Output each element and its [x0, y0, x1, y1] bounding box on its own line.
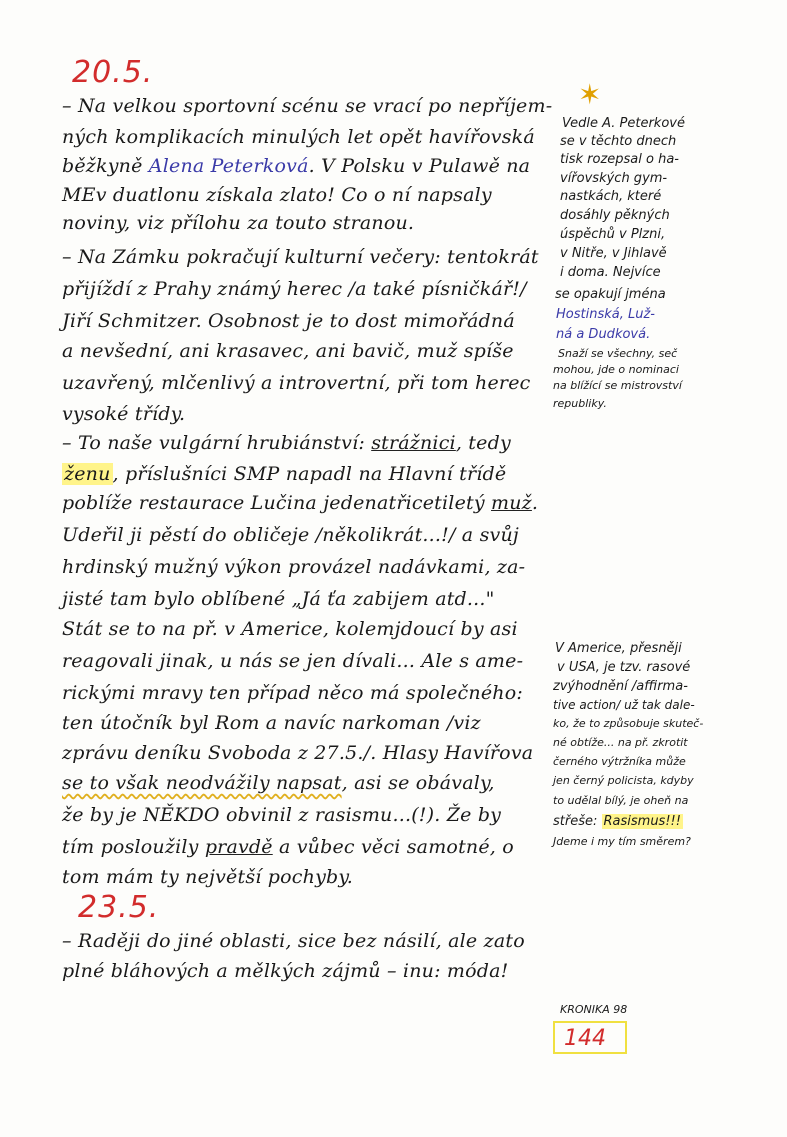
main-line: noviny, viz přílohu za touto stranou. — [62, 212, 415, 234]
main-line: Stát se to na př. v Americe, kolemjdoucí by asi — [62, 618, 518, 640]
main-line: a nevšední, ani krasavec, ani bavič, muž spíše — [62, 340, 514, 362]
side-line: úspěchů v Plzni, — [560, 227, 666, 242]
chronicle-label: KRONIKA 98 — [560, 1003, 628, 1016]
side-line: tive action/ už tak dale- — [553, 698, 695, 712]
side-line: se opakují jména — [555, 287, 666, 302]
main-line — [62, 494, 538, 513]
main-line: rickými mravy ten případ něco má společného: — [62, 682, 523, 704]
side-line: nastkách, které — [560, 189, 662, 204]
text-fragment: tím posloužily — [62, 836, 205, 858]
main-line: jisté tam bylo oblíbené „Já ťa zabijem atd..." — [62, 588, 495, 610]
main-line — [62, 157, 530, 176]
side-line: né obtíže... na př. zkrotit — [553, 736, 688, 749]
text-fragment: střeše: — [553, 814, 602, 829]
underlined-word: pravdě — [204, 836, 273, 858]
underlined-word: strážnici — [371, 432, 456, 454]
text-fragment: , tedy — [455, 432, 511, 454]
side-line: i doma. Nejvíce — [560, 265, 661, 280]
athlete-name: Alena Peterková — [148, 155, 309, 177]
date-heading-second: 23.5. — [78, 890, 160, 925]
underlined-word: muž — [491, 492, 532, 514]
side-line: ná a Dudková. — [556, 327, 651, 342]
page-number: 144 — [564, 1026, 606, 1051]
main-line: – Na velkou sportovní scénu se vrací po nepříjem- — [62, 95, 553, 117]
main-line — [62, 434, 511, 453]
text-fragment: , příslušníci SMP napadl na Hlavní třídě — [112, 463, 507, 485]
main-line: plné bláhových a mělkých zájmů – inu: móda! — [62, 960, 509, 982]
main-line: ten útočník byl Rom a navíc narkoman /viz — [62, 712, 481, 734]
side-line: to udělal bílý, je oheň na — [553, 794, 689, 807]
side-line — [553, 815, 683, 828]
text-fragment: , asi se obávaly, — [341, 772, 495, 794]
main-line: přijíždí z Prahy známý herec /a také písničkář!/ — [62, 278, 527, 300]
main-line: MEv duatlonu získala zlato! Co o ní napsaly — [62, 184, 492, 206]
text-fragment: běžkyně — [62, 155, 149, 177]
underlined-phrase: se to však neodvážily napsat — [62, 772, 342, 794]
date-heading-first: 20.5. — [72, 55, 154, 90]
main-line: uzavřený, mlčenlivý a introvertní, při tom herec — [62, 372, 531, 394]
main-line: hrdinský mužný výkon provázel nadávkami, za- — [62, 556, 526, 578]
side-line: černého výtržníka může — [553, 755, 686, 768]
side-line: mohou, jde o nominaci — [553, 363, 679, 376]
side-line: Snaží se všechny, seč — [558, 347, 678, 360]
side-line: se v těchto dnech — [560, 134, 677, 149]
side-line: Vedle A. Peterkové — [562, 116, 685, 131]
main-line: reagovali jinak, u nás se jen dívali... Ale s ame- — [62, 650, 524, 672]
side-line: republiky. — [553, 397, 607, 410]
side-line: tisk rozepsal o ha- — [560, 152, 679, 167]
main-line: ných komplikacích minulých let opět havířovská — [62, 126, 535, 148]
side-line: V Americe, přesněji — [555, 641, 682, 656]
asterisk-star-icon: ✶ — [578, 78, 602, 111]
side-line: v USA, je tzv. rasové — [557, 660, 691, 675]
main-line: zprávu deníku Svoboda z 27.5./. Hlasy Havířova — [62, 742, 534, 764]
main-line — [62, 465, 506, 484]
text-fragment: . — [531, 492, 539, 514]
main-line: tom mám ty největší pochyby. — [62, 866, 354, 888]
side-line: na blížící se mistrovství — [553, 379, 682, 392]
highlighted-word: Rasismus!!! — [603, 814, 681, 829]
main-line: – Na Zámku pokračují kulturní večery: tentokrát — [62, 246, 539, 268]
highlighted-word: ženu — [64, 463, 111, 485]
main-line — [62, 774, 495, 793]
side-line: Hostinská, Luž- — [556, 307, 655, 322]
main-line: vysoké třídy. — [62, 403, 186, 425]
text-fragment: – To naše vulgární hrubiánství: — [62, 432, 372, 454]
text-fragment: poblíže restaurace Lučina jedenatřicetiletý — [62, 492, 492, 514]
main-line: Jiří Schmitzer. Osobnost je to dost mimořádná — [62, 310, 515, 332]
text-fragment: a vůbec věci samotné, o — [272, 836, 514, 858]
side-line: v Nitře, v Jihlavě — [560, 246, 667, 261]
side-line: vířovských gym- — [560, 171, 668, 186]
text-fragment: . V Polsku v Pulawě na — [308, 155, 531, 177]
side-line: dosáhly pěkných — [560, 208, 670, 223]
side-line: ko, že to způsobuje skuteč- — [553, 717, 704, 730]
side-line: Jdeme i my tím směrem? — [553, 835, 691, 848]
side-line: zvýhodnění /affirma- — [553, 679, 688, 694]
side-line: jen černý policista, kdyby — [553, 774, 694, 787]
main-line: Udeřil ji pěstí do obličeje /několikrát...!/ a svůj — [62, 524, 519, 546]
main-line — [62, 838, 514, 857]
main-line: – Raději do jiné oblasti, sice bez násilí, ale zato — [62, 930, 525, 952]
main-line: že by je NĚKDO obvinil z rasismu...(!). Že by — [62, 804, 502, 826]
